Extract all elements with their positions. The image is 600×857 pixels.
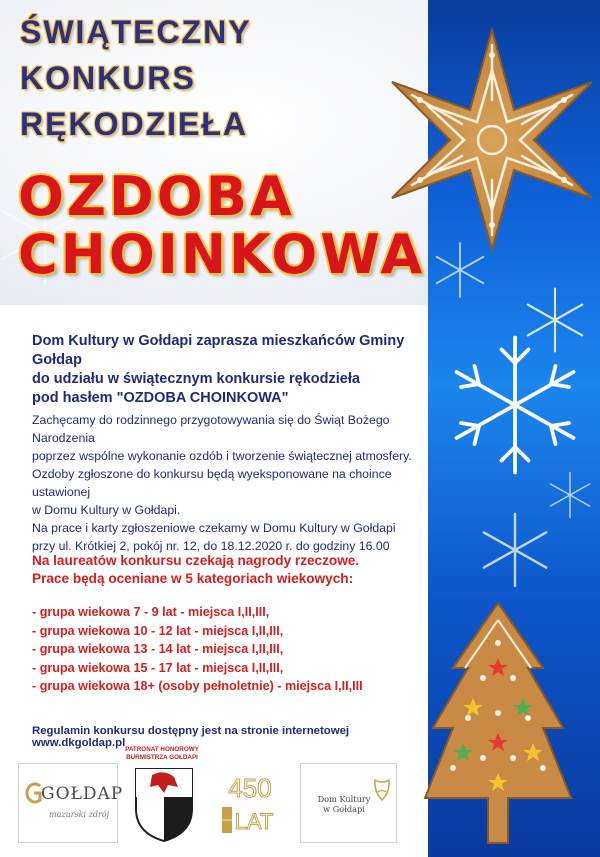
dk-logo-line: Dom Kultury	[317, 794, 371, 804]
patronat-label	[120, 746, 204, 762]
body-line: w Domu Kultury w Gołdapi.	[32, 503, 181, 517]
dk-logo-text	[309, 794, 379, 814]
goldap-logo	[18, 763, 124, 843]
anniversary-number: 450	[228, 773, 272, 803]
prize-text	[32, 552, 432, 588]
intro-text	[32, 332, 422, 408]
body-text	[32, 411, 432, 555]
body-line: Zachęcamy do rodzinnego przygotowywania się do Świąt Bożego Narodzenia	[32, 413, 390, 445]
dk-logo-line: w Gołdapi	[323, 804, 365, 814]
patronat-line: PATRONAT HONOROWY	[125, 746, 199, 753]
big-title-line-2: CHOINKOWA	[18, 223, 426, 286]
anniversary-word: LAT	[234, 809, 274, 834]
anniversary-small: GOŁDAP	[220, 818, 234, 822]
gingerbread-tree-icon	[423, 598, 573, 857]
body-line: przy ul. Krótkiej 2, pokój nr. 12, do 18.12.2020 r. do godziny 16.00	[32, 539, 390, 553]
title-line-3: RĘKODZIEŁA	[20, 106, 248, 142]
snowflake-icon	[545, 470, 595, 520]
dom-kultury-logo	[300, 763, 397, 843]
list-item: - grupa wiekowa 13 - 14 lat - miejsca I,II,III,	[32, 642, 284, 656]
intro-line: pod hasłem "OZDOBA CHOINKOWA"	[32, 390, 289, 406]
regulamin-note: Regulamin konkursu dostępny jest na stronie internetowej www.dkgoldap.pl	[32, 725, 350, 749]
patronat-line: BURMISTRZA GOŁDAPI	[126, 754, 198, 761]
list-item: - grupa wiekowa 18+ (osoby pełnoletnie) - miejsca I,II,III	[32, 679, 363, 693]
goldap-logo-tagline: mazurski zdrój	[49, 810, 110, 819]
body-line: poprzez wspólne wykonanie ozdób i tworzenie świątecznej atmosfery.	[32, 449, 412, 463]
anniversary-450-logo	[220, 763, 280, 843]
intro-line: do udziału w świątecznym konkursie rękodzieła	[32, 371, 360, 387]
intro-line: Dom Kultury w Gołdapi zaprasza mieszkańców Gminy Gołdap	[32, 333, 405, 368]
big-title-line-1: OZDOBA	[18, 165, 295, 228]
goldap-logo-name: GOŁDAP	[41, 784, 124, 804]
list-item: - grupa wiekowa 15 - 17 lat - miejsca I,II,III,	[32, 660, 284, 675]
body-line: Ozdoby zgłoszone do konkursu będą wyeksponowane na choince ustawionej	[32, 467, 392, 499]
body-line: Na prace i karty zgłoszeniowe czekamy w Domu Kultury w Gołdapi	[32, 521, 396, 535]
snowflake-icon	[475, 510, 555, 590]
list-item: - grupa wiekowa 10 - 12 lat - miejsca I,II,III,	[32, 623, 284, 638]
prize-line: Na laureatów konkursu czekają nagrody rzeczowe.	[32, 553, 360, 568]
title-line-1: ŚWIĄTECZNY	[20, 14, 252, 50]
title-line-2: KONKURS	[20, 60, 196, 96]
age-groups-list	[32, 603, 432, 696]
prize-line: Prace będą oceniane w 5 kategoriach wiekowych:	[32, 571, 354, 586]
coat-of-arms-icon	[134, 767, 194, 843]
list-item: - grupa wiekowa 7 - 9 lat - miejsca I,II,III,	[32, 605, 270, 619]
theatre-mask-icon	[373, 778, 391, 802]
